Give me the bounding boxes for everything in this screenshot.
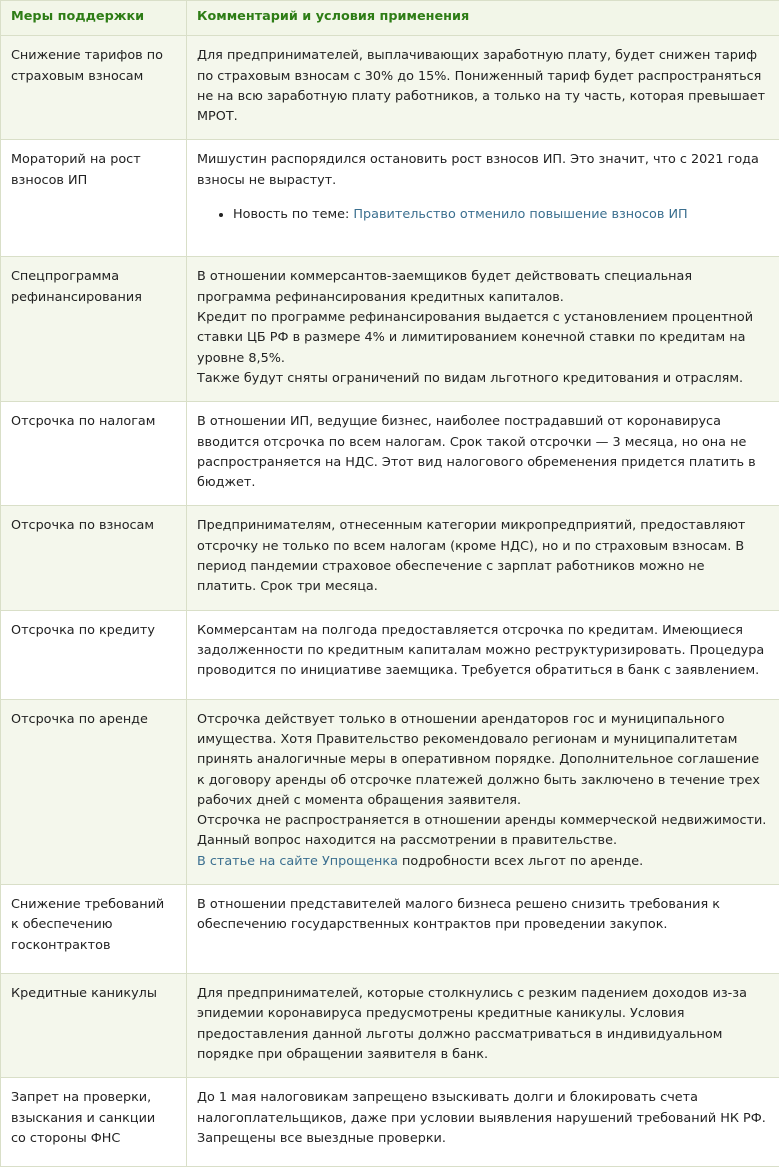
measure-cell — [1, 257, 187, 402]
article-link[interactable]: В статье на сайте Упрощенка — [197, 854, 398, 869]
table-row — [1, 140, 779, 257]
measure-cell — [1, 974, 187, 1078]
comment-cell — [187, 699, 779, 884]
measure-cell — [1, 506, 187, 610]
measure-label: Отсрочка по взносам — [11, 518, 154, 533]
header-comments: Комментарий и условия применения — [187, 1, 779, 36]
table-row — [1, 885, 779, 974]
measure-cell — [1, 885, 187, 974]
comment-text: В отношении ИП, ведущие бизнес, наиболее пострадавший от коронавируса вводится отсрочка по всем налогам. Срок такой отсрочки — 3 месяца, но она не распространяется на НДС. Этот вид налогового обременения придется платить в бюджет. — [197, 412, 767, 493]
measure-cell — [1, 140, 187, 257]
table-row — [1, 36, 779, 140]
list-item — [233, 205, 767, 225]
comment-cell — [187, 402, 779, 506]
comment-text: Для предпринимателей, выплачивающих заработную плату, будет снижен тариф по страховым взносам с 30% до 15%. Пониженный тариф будет распространяться не на всю заработную плату работников, а только на ту часть, которая превышает МРОТ. — [197, 46, 767, 127]
comment-text: Отсрочка не распространяется в отношении аренды коммерческой недвижимости. Данный вопрос находится на рассмотрении в правительстве. — [197, 811, 767, 852]
comment-cell — [187, 140, 779, 257]
measure-label: Снижение тарифов по страховым взносам — [11, 48, 163, 83]
measure-label: Кредитные каникулы — [11, 986, 157, 1001]
table-row — [1, 699, 779, 884]
measure-cell — [1, 610, 187, 699]
comment-text: Кредит по программе рефинансирования выдается с установлением процентной ставки ЦБ РФ в размере 4% и лимитированием конечной ставки по кредитам на уровне 8,5%. — [197, 308, 767, 369]
measure-label: Спецпрограмма рефинансирования — [11, 269, 142, 304]
measure-cell — [1, 699, 187, 884]
news-prefix: Новость по теме: — [233, 207, 353, 222]
comment-text: В отношении коммерсантов-заемщиков будет действовать специальная программа рефинансирования кредитных капиталов. — [197, 267, 767, 308]
comment-cell — [187, 610, 779, 699]
comment-text: Коммерсантам на полгода предоставляется отсрочка по кредитам. Имеющиеся задолженности по кредитным капиталам можно реструктуризировать. Процедура проводится по инициативе заемщика. Требуется обратиться в банк с заявлением. — [197, 621, 767, 682]
measure-label: Отсрочка по кредиту — [11, 623, 155, 638]
comment-text: Мишустин распорядился остановить рост взносов ИП. Это значит, что с 2021 года взносы не вырастут. — [197, 150, 767, 191]
table-row — [1, 1078, 779, 1167]
comment-cell — [187, 506, 779, 610]
comment-text: Для предпринимателей, которые столкнулись с резким падением доходов из-за эпидемии коронавируса предусмотрены кредитные каникулы. Условия предоставления данной льготы должно рассматриваться в индивидуальном порядке при обращении заявителя в банк. — [197, 984, 767, 1065]
measure-label: Запрет на проверки, взыскания и санкции со стороны ФНС — [11, 1090, 155, 1146]
comment-text: Запрещены все выездные проверки. — [197, 1129, 767, 1149]
comment-text — [197, 852, 767, 872]
table-row — [1, 402, 779, 506]
measure-label: Отсрочка по аренде — [11, 712, 148, 727]
article-link-suffix: подробности всех льгот по аренде. — [398, 854, 643, 869]
comment-text: Предпринимателям, отнесенным категории микропредприятий, предоставляют отсрочку не только по всем налогам (кроме НДС), но и по страховым взносам. В период пандемии страховое обеспечение с зарплат работников можно не платить. Срок три месяца. — [197, 516, 767, 597]
comment-text: Отсрочка действует только в отношении арендаторов гос и муниципального имущества. Хотя Правительство рекомендовало регионам и муниципалитетам принять аналогичные меры в оперативном порядке. Дополнительное соглашение к договору аренды об отсрочке платежей должно быть заключено в течение трех рабочих дней с момента обращения заявителя. — [197, 710, 767, 811]
comment-text: Также будут сняты ограничений по видам льготного кредитования и отраслям. — [197, 369, 767, 389]
comment-cell — [187, 974, 779, 1078]
measure-cell — [1, 36, 187, 140]
measure-label: Снижение требований к обеспечению госконтрактов — [11, 897, 164, 953]
measure-cell — [1, 1078, 187, 1167]
comment-cell — [187, 885, 779, 974]
comment-cell — [187, 1078, 779, 1167]
news-link[interactable]: Правительство отменило повышение взносов ИП — [353, 207, 687, 222]
table-row — [1, 610, 779, 699]
comment-cell — [187, 257, 779, 402]
related-news-list — [197, 205, 767, 225]
comment-text: В отношении представителей малого бизнеса решено снизить требования к обеспечению государственных контрактов при проведении закупок. — [197, 895, 767, 936]
table-header-row — [1, 1, 779, 36]
comment-cell — [187, 36, 779, 140]
measure-label: Отсрочка по налогам — [11, 414, 155, 429]
table-row — [1, 506, 779, 610]
table-row — [1, 257, 779, 402]
table-row — [1, 974, 779, 1078]
measure-label: Мораторий на рост взносов ИП — [11, 152, 141, 187]
header-measures: Меры поддержки — [1, 1, 187, 36]
measure-cell — [1, 402, 187, 506]
comment-text: До 1 мая налоговикам запрещено взыскивать долги и блокировать счета налогоплательщиков, даже при условии выявления нарушений требований НК РФ. — [197, 1088, 767, 1129]
